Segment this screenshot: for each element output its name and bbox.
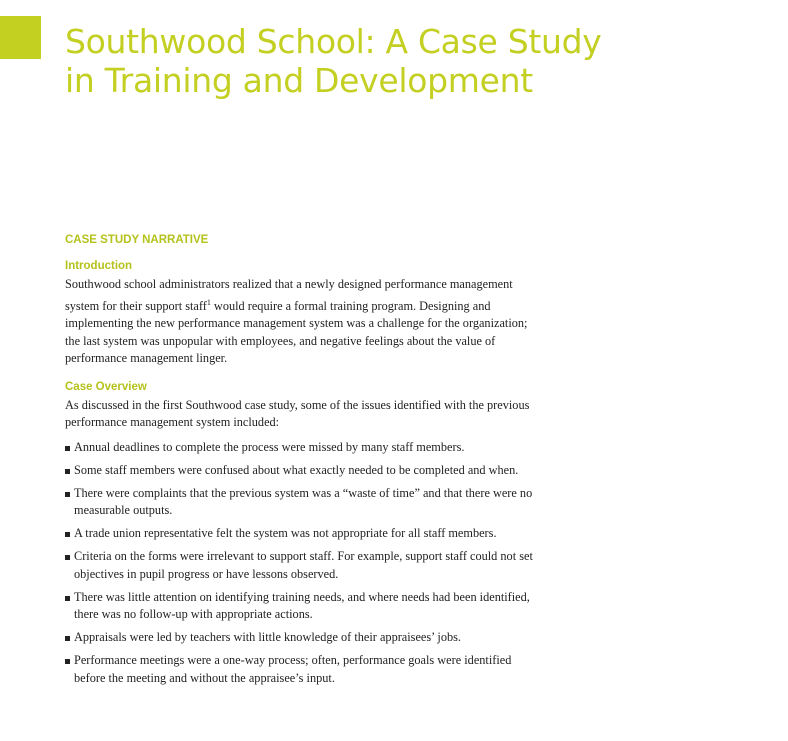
narrative-section (65, 233, 535, 693)
introduction-paragraph (65, 276, 535, 368)
bullet-icon (65, 532, 70, 537)
introduction-text-part2: would require a formal training program. Designing and implementing the new performance management system was a challenge for the organization; the last system was unpopular with employees, and negative feelings about the value of performance management linger. (65, 298, 528, 366)
list-item (65, 485, 535, 520)
list-item (65, 439, 535, 457)
case-overview-heading: Case Overview (65, 380, 147, 393)
list-item-text: Performance meetings were a one-way process; often, performance goals were identified before the meeting and without the appraisee’s input. (74, 653, 512, 685)
footnote-marker: 1 (206, 297, 211, 307)
list-item (65, 462, 535, 480)
list-item (65, 589, 535, 624)
bullet-icon (65, 636, 70, 641)
list-item (65, 652, 535, 687)
accent-block (0, 16, 41, 59)
list-item-text: Some staff members were confused about what exactly needed to be completed and when. (74, 462, 519, 477)
list-item (65, 548, 535, 583)
list-item-text: A trade union representative felt the system was not appropriate for all staff members. (74, 526, 497, 541)
list-item-text: Annual deadlines to complete the process were missed by many staff members. (74, 439, 465, 454)
bullet-icon (65, 446, 70, 451)
introduction-heading: Introduction (65, 260, 133, 272)
issues-list (65, 439, 535, 688)
list-item-text: Appraisals were led by teachers with little knowledge of their appraisees’ jobs. (74, 630, 461, 645)
list-item (65, 525, 535, 543)
bullet-icon (65, 659, 70, 664)
bullet-icon (65, 596, 70, 601)
title-line-1: Southwood School: A Case Study (65, 22, 602, 61)
bullet-icon (65, 555, 70, 560)
title-line-2: in Training and Development (65, 61, 533, 100)
introduction-text-part1: Southwood school administrators realized that a newly designed performance management system for their support staff (65, 277, 513, 313)
list-item-text: There were complaints that the previous system was a “waste of time” and that there were no measurable outputs. (74, 485, 533, 518)
case-overview-paragraph: As discussed in the first Southwood case study, some of the issues identified with the previous performance management system included: (65, 397, 530, 430)
section-title: CASE STUDY NARRATIVE (65, 234, 209, 246)
list-item-text: Criteria on the forms were irrelevant to support staff. For example, support staff could not set objectives in pupil progress or have lessons observed. (74, 549, 533, 581)
page-title (65, 22, 601, 100)
bullet-icon (65, 492, 70, 497)
list-item-text: There was little attention on identifying training needs, and where needs had been identified, there was no follow-up with appropriate actions. (74, 589, 530, 622)
bullet-icon (65, 469, 70, 474)
list-item (65, 629, 535, 647)
